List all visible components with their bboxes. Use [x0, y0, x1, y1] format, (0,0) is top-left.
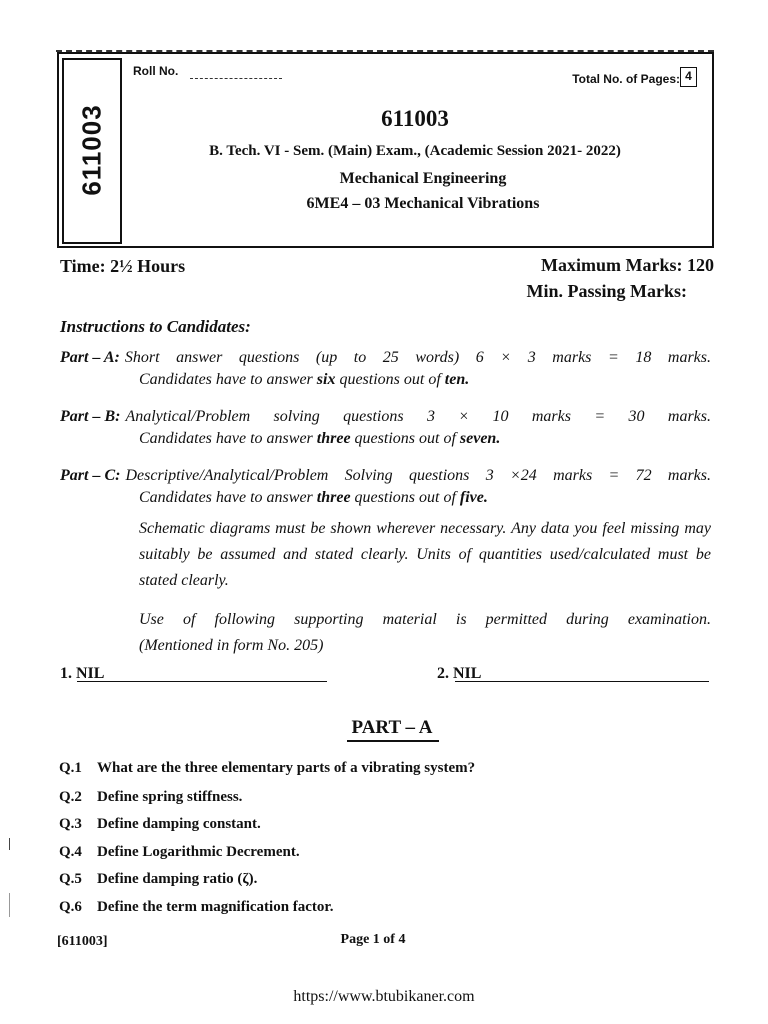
material-1-underline [77, 681, 327, 682]
question-number: Q.3 [59, 816, 82, 832]
min-passing-marks: Min. Passing Marks: [526, 281, 687, 301]
subject-name: 6ME4 – 03 Mechanical Vibrations [306, 195, 540, 212]
part-label: Part – C: [60, 467, 121, 484]
exam-title: B. Tech. VI - Sem. (Main) Exam., (Academic Session 2021- 2022) [209, 143, 621, 159]
question-text: Define damping ratio (ζ). [97, 871, 258, 887]
scan-margin-mark [9, 838, 10, 850]
exam-duration: Time: 2½ Hours [60, 256, 186, 276]
part-a-underline [347, 740, 439, 742]
question-text: Define the term magnification factor. [97, 899, 334, 915]
maximum-marks: Maximum Marks: 120 [541, 255, 714, 275]
part-label: Part – A: [60, 349, 120, 366]
side-paper-code: 611003 [76, 104, 107, 196]
part-label: Part – B: [60, 408, 121, 425]
question-item [59, 844, 300, 861]
part-description: Analytical/Problem solving questions 3 × 10 marks = 30 marks. [125, 408, 711, 425]
instruction-part-a [60, 349, 711, 389]
question-number: Q.1 [59, 760, 82, 776]
footer-paper-code: [611003] [57, 934, 108, 949]
question-number: Q.5 [59, 871, 82, 887]
question-text: Define Logarithmic Decrement. [97, 844, 300, 860]
part-a-heading: PART – A [351, 717, 433, 738]
roll-no-blank [190, 78, 282, 79]
material-2-underline [455, 681, 709, 682]
instructions-heading: Instructions to Candidates: [60, 317, 251, 336]
question-item [59, 816, 261, 833]
part-rule: Candidates have to answer three questions out of seven. [139, 430, 501, 447]
part-rule: Candidates have to answer three questions out of five. [139, 489, 488, 506]
question-item [59, 789, 242, 806]
question-text: What are the three elementary parts of a vibrating system? [97, 760, 476, 776]
total-pages-value: 4 [680, 67, 697, 87]
material-note: Use of following supporting material is permitted during examination. (Mentioned in form No. 205) [139, 611, 711, 654]
permitted-material-2: 2. NIL [437, 665, 482, 682]
paper-code: 611003 [381, 106, 449, 131]
page-number: Page 1 of 4 [340, 932, 406, 947]
source-url[interactable]: https://www.btubikaner.com [293, 988, 475, 1005]
question-text: Define damping constant. [97, 816, 261, 832]
roll-no-label: Roll No. [133, 64, 179, 78]
question-number: Q.2 [59, 789, 82, 805]
instruction-part-c [60, 467, 711, 507]
question-item [59, 871, 257, 888]
scan-margin-mark [9, 893, 10, 917]
instruction-part-b [60, 408, 711, 448]
question-number: Q.6 [59, 899, 82, 915]
question-text: Define spring stiffness. [97, 789, 243, 805]
part-description: Descriptive/Analytical/Problem Solving questions 3 ×24 marks = 72 marks. [125, 467, 711, 484]
question-item [59, 760, 475, 777]
question-number: Q.4 [59, 844, 82, 860]
part-rule: Candidates have to answer six questions out of ten. [139, 371, 470, 388]
branch-name: Mechanical Engineering [339, 170, 507, 187]
question-item [59, 899, 333, 916]
schematic-note: Schematic diagrams must be shown wherever necessary. Any data you feel missing may suitably be assumed and stated clearly. Units of quantities used/calculated must be stated clearly. [139, 520, 711, 589]
total-pages-label: Total No. of Pages: [572, 72, 680, 86]
part-description: Short answer questions (up to 25 words) 6 × 3 marks = 18 marks. [124, 349, 711, 366]
permitted-material-1: 1. NIL [60, 665, 105, 682]
